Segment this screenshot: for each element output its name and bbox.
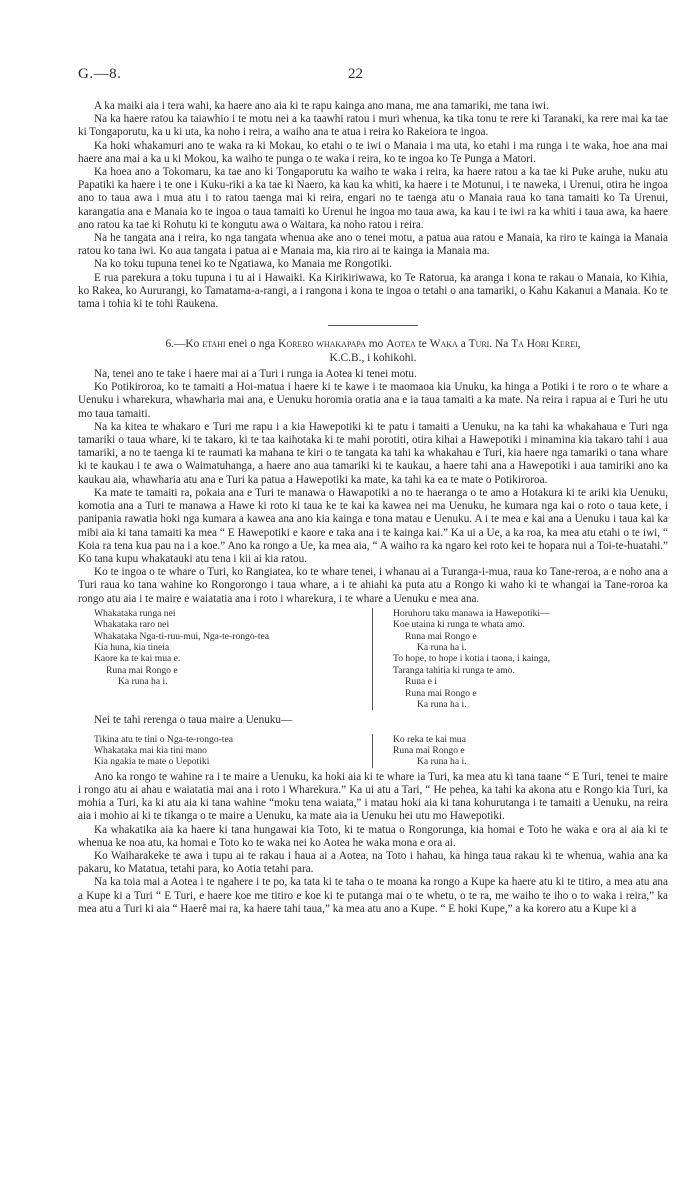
song-two xyxy=(78,734,668,768)
song-line: Ka runa ha i. xyxy=(417,698,467,710)
paragraph: Na ka toia mai a Aotea i te ngahere i te po, ka tata ki te taha o te moana ka rongo a Kupe ka haere atu ki te titiro, a mea atu ana a Kupe ki a Turi “ E Turi, e haere koe me titiro e koe ki te putanga mai o te whetu, o te ra, me waiho te iho o to waka i reira,” ka mea atu a Turi ki aia “ Haerê mai ra, ka haere tahi taua,” ka mea atu ano a Kupe. “ E hoki Kupe,” a ka korero atu a Kupe ki a xyxy=(78,876,668,915)
song-line: Runa mai Rongo e xyxy=(106,664,178,676)
song-one xyxy=(78,608,668,711)
paragraph: Na he tangata ana i reira, ko nga tangata whenua ake ano o tenei motu, a patua aua ratou e Manaia, ka riro te kainga ia Manaia ratou ko tana iwi. Ko aua tangata i patua ai e Manaia ma, kia riro ai te kainga ia Manaia ma. xyxy=(78,232,668,258)
song-line: Runa e i xyxy=(405,676,437,688)
song-line: Whakataka mai kia tini mano xyxy=(94,744,207,756)
song-line: Whakataka runga nei xyxy=(94,607,176,619)
song-line: Ka runa ha i. xyxy=(417,641,467,653)
song-line: Taranga tahitia ki runga te amo. xyxy=(393,664,515,676)
paragraph: Ko Potikiroroa, ko te tamaiti a Hoi-matua i haere ki te kawe i te maomaoa kia Unuku, ka hinga a Potiki i te roro o te whare a Uenuku i wharekura, whawharia mai ana, e Uenuku horomia oratia ana e ia taua tamaiti a ka mate. Na reira i rapua ai e Turi he utu mo taua tamaiti. xyxy=(78,381,668,420)
page-header xyxy=(78,66,668,88)
section-title: 6.—Ko etahi enei o nga Korero whakapapa mo Aotea te Waka a Turi. Na Ta Hori Kerei, K.C.B., i kohikohi. xyxy=(165,338,581,364)
song-two-lead: Nei te tahi rerenga o taua maire a Uenuku— xyxy=(94,714,293,727)
paragraph: A ka maiki aia i tera wahi, ka haere ano aia ki te rapu kainga ano mana, me ana tamariki, me tana iwi. xyxy=(94,100,549,112)
report-reference: G.—8. xyxy=(78,66,122,82)
section-divider xyxy=(328,325,418,326)
song-two-left-column xyxy=(78,734,373,768)
song-line: Horuhoru taku manawa ia Hawepotiki— xyxy=(393,607,550,619)
paragraph: Ano ka rongo te wahine ra i te maire a Uenuku, ka hoki aia ki te whare ia Turi, ka mea atu ki tana taane “ E Turi, tenei te maire i rongo atu ai ahau e waiatatia mai ana i roto i Wharekura.” Ka ui atu a Tari, “ He pehea, ka tahi ka akona atu e Rongo kia Turi, ka mohia a Turi, ka ki atu aia ki tana wahine “moku tena waiata,” i matau hoki aia ki tana kohurutanga i te tamaiti a Uenuku, na reira aia i mohio ai ki te tikanga o te maire a Uenuku, ka mate aia ia Uenuku hei utu mo Hawepotiki. xyxy=(78,770,668,823)
paragraph: Na ko toku tupuna tenei ko te Ngatiawa, ko Manaia me Rongotiki. xyxy=(94,258,392,271)
section-two-closing xyxy=(78,771,668,916)
paragraph: E rua parekura a toku tupuna i tu ai i Hawaiki. Ka Kirikiriwawa, ko Te Ratorua, ka aranga i kona te rakau o Manaia, ko Kihia, ko Rakea, ko Aururangi, ko Tamatama-a-rangi, a i rangona i kona te ingoa o tetahi o ana tamariki, o Kahu Kakanui a Manaia. Ko te tama i tohia ki te tohi Raukena. xyxy=(78,271,668,311)
paragraph: Ko te ingoa o te whare o Turi, ko Rangiatea, ko te whare tenei, i whanau ai a Turanga-i-mua, raua ko Tane-reroa, a e noho ana a Turi raua ko tana wahine ko Rongorongo i taua whare, a i te ahiahi ka puta atu a Rongo ki waho ki te whangai ia Tane-roroa ka rongo atu aia i te maire e waiatatia ana i roto i wharekura, i te whare a Uenuku e mea ana. xyxy=(78,566,668,605)
paragraph: Ka whakatika aia ka haere ki tana hungawai kia Toto, ki te matua o Rongorunga, kia homai e Toto he waka e ora ai aia ki te whenua ke noa atu, ka homai e Toto ko te waka nei ko Aotea he waka mona e ora ai. xyxy=(78,823,668,849)
song-one-right-column xyxy=(373,608,668,711)
page-number: 22 xyxy=(348,66,363,82)
song-line: Runa mai Rongo e xyxy=(405,687,477,699)
section-one xyxy=(78,100,668,311)
song-two-right-column xyxy=(373,734,668,768)
song-line: Ko reka te kai mua xyxy=(393,733,466,745)
page-body xyxy=(78,100,668,916)
paragraph: Ka mate te tamaiti ra, pokaia ana e Turi te manawa o Hawapotiki a no te haeranga o te amo a Hotakura ki te ariki kia Uenuku, komotia ana a Turi te manawa a Hawe ki roto ki taua ke te kai ka kawea nei ma Uenuku, he kumara nga kai o roto o taua kete, i panipania rawatia hoki nga kumara a kawea ana ano kia kainga e tona matau e Uenuku. A i te mea e kai ana a Uenuku i taua kai ka mibi aia ki tana tamaiti ka mea “ E Hawepotiki e kaore e taka ana i te kainga kai.” Ka ui a Ue, a ka roa, ka mea atu etahi o te iwi, “ Koia ra tena kua pau na i a koe.” Ano ka rongo a Ue, ka mea aia, “ A waiho ra ka ngaro kei roto kei te hopara nui a Toi-te-huatahi.” Ko tana kupu whakatauki atu tena i kii ai kia ratou. xyxy=(78,486,668,565)
song-line: Runa mai Rongo e xyxy=(393,744,465,756)
paragraph: Na ka kitea te whakaro e Turi me rapu i a kia Hawepotiki ki te patu i tamaiti a Uenuku, na ka tahi ka whakahaua e Turi nga tamariki o taua whare, ki te takaro, ki te taa kaihotaka ki te mahi porotiti, otira kihai a Hawepotiki i minamina kia takaro tahi i aua tamariki, a no te taenga ki te raumati ka mahana te kiri o te tangata ka tahi ka whakahau e Turi, kia haere nga tamariki o tana whare ki te kaukau i te awa o Waimatuhanga, a haere ano aua tamariki ki te kaukau, a haere tahi ana a Hawepotiki i aua tamiriki ano ka kaukau aia, whawharia atu ana e Turi ka patua a Hawepotiki ka mate, ka tahi ka ea te mate o Potikiroroa. xyxy=(78,420,668,486)
song-line: Tikina atu te tini o Nga-te-rongo-tea xyxy=(94,733,233,745)
song-line: Kia huna, kia tineia xyxy=(94,641,170,653)
song-line: Whakataka Nga-ti-ruu-mui, Nga-te-rongo-tea xyxy=(94,630,270,642)
paragraph: Na, tenei ano te take i haere mai ai a Turi i runga ia Aotea ki tenei motu. xyxy=(94,368,417,381)
song-line: Runa mai Rongo e xyxy=(405,630,477,642)
song-line: Ka runa ha i. xyxy=(417,756,467,768)
song-line: Ka runa ha i. xyxy=(118,676,168,688)
paragraph: Ka hoea ano a Tokomaru, ka tae ano ki Tongaporutu ka waiho te waka i reira, ka haere ratou a ka tae ki Puke aruhe, nuku atu Papatiki ka haere i te one i Kuku-riki a ka tae ki Naero, ka kau ka whiti, ka haere i te Motunui, i te naweka, i Urenui, otira he ingoa ano to taua awa i mua atu i to ratou taenga mai ki reira, engari no te taenga atu o Manaia raua ko tana tamaiti ko Ta Urenui, karangatia ana e Manaia ko te ingoa o taua tamaiti ko Urenui he ingoa mo taua awa, ka kau i te iwi ra ka whiti i taua awa, ka haere ano ratou ka tae ki Rohutu ki te kongutu awa o Waitara, ka noho ratou i reira. xyxy=(78,166,668,231)
song-line: Kia ngakia te mate o Uepotiki xyxy=(94,756,210,768)
section-two-paragraphs xyxy=(78,368,668,606)
song-line: Kaore ka te kai mua e. xyxy=(94,653,181,665)
song-line: Whakataka raro nei xyxy=(94,619,170,631)
paragraph: Na ka haere ratou ka taiawhio i te motu nei a ka taawhi ratou i muri whenua, ka tika tonu te rere ki Taranaki, ka rere mai ka tae ki Tongaporutu, ka u ki uta, ka noho i reira, a waiho ana te atua i reira ko Rakeiora te ingoa. xyxy=(78,113,668,139)
title-line-two: K.C.B., i kohikohi. xyxy=(329,351,417,364)
song-line: Koe utaina ki runga te whata amo. xyxy=(393,619,525,631)
paragraph: Ka hoki whakamuri ano te waka ra ki Mokau, ko etahi o te iwi o Manaia i ma uta, ko etahi i ma runga i te waka, hoe ana mai haere ana mai a ka u ki Mokou, ka waiho te punga o te waka i reira, ko te ingoa ko Te Punga a Matori. xyxy=(78,139,668,165)
song-one-left-column xyxy=(78,608,373,711)
song-line: To hope, to hope i kotia i taona, i kainga, xyxy=(393,653,551,665)
paragraph: Ko Waiharakeke te awa i tupu ai te rakau i haua ai a Aotea, na Toto i hahau, ka hinga taua rakau ki te whenua, wahia ana ka pakaru, ko Matatua, tetahi para, ko Aotia tetahi para. xyxy=(78,850,668,876)
